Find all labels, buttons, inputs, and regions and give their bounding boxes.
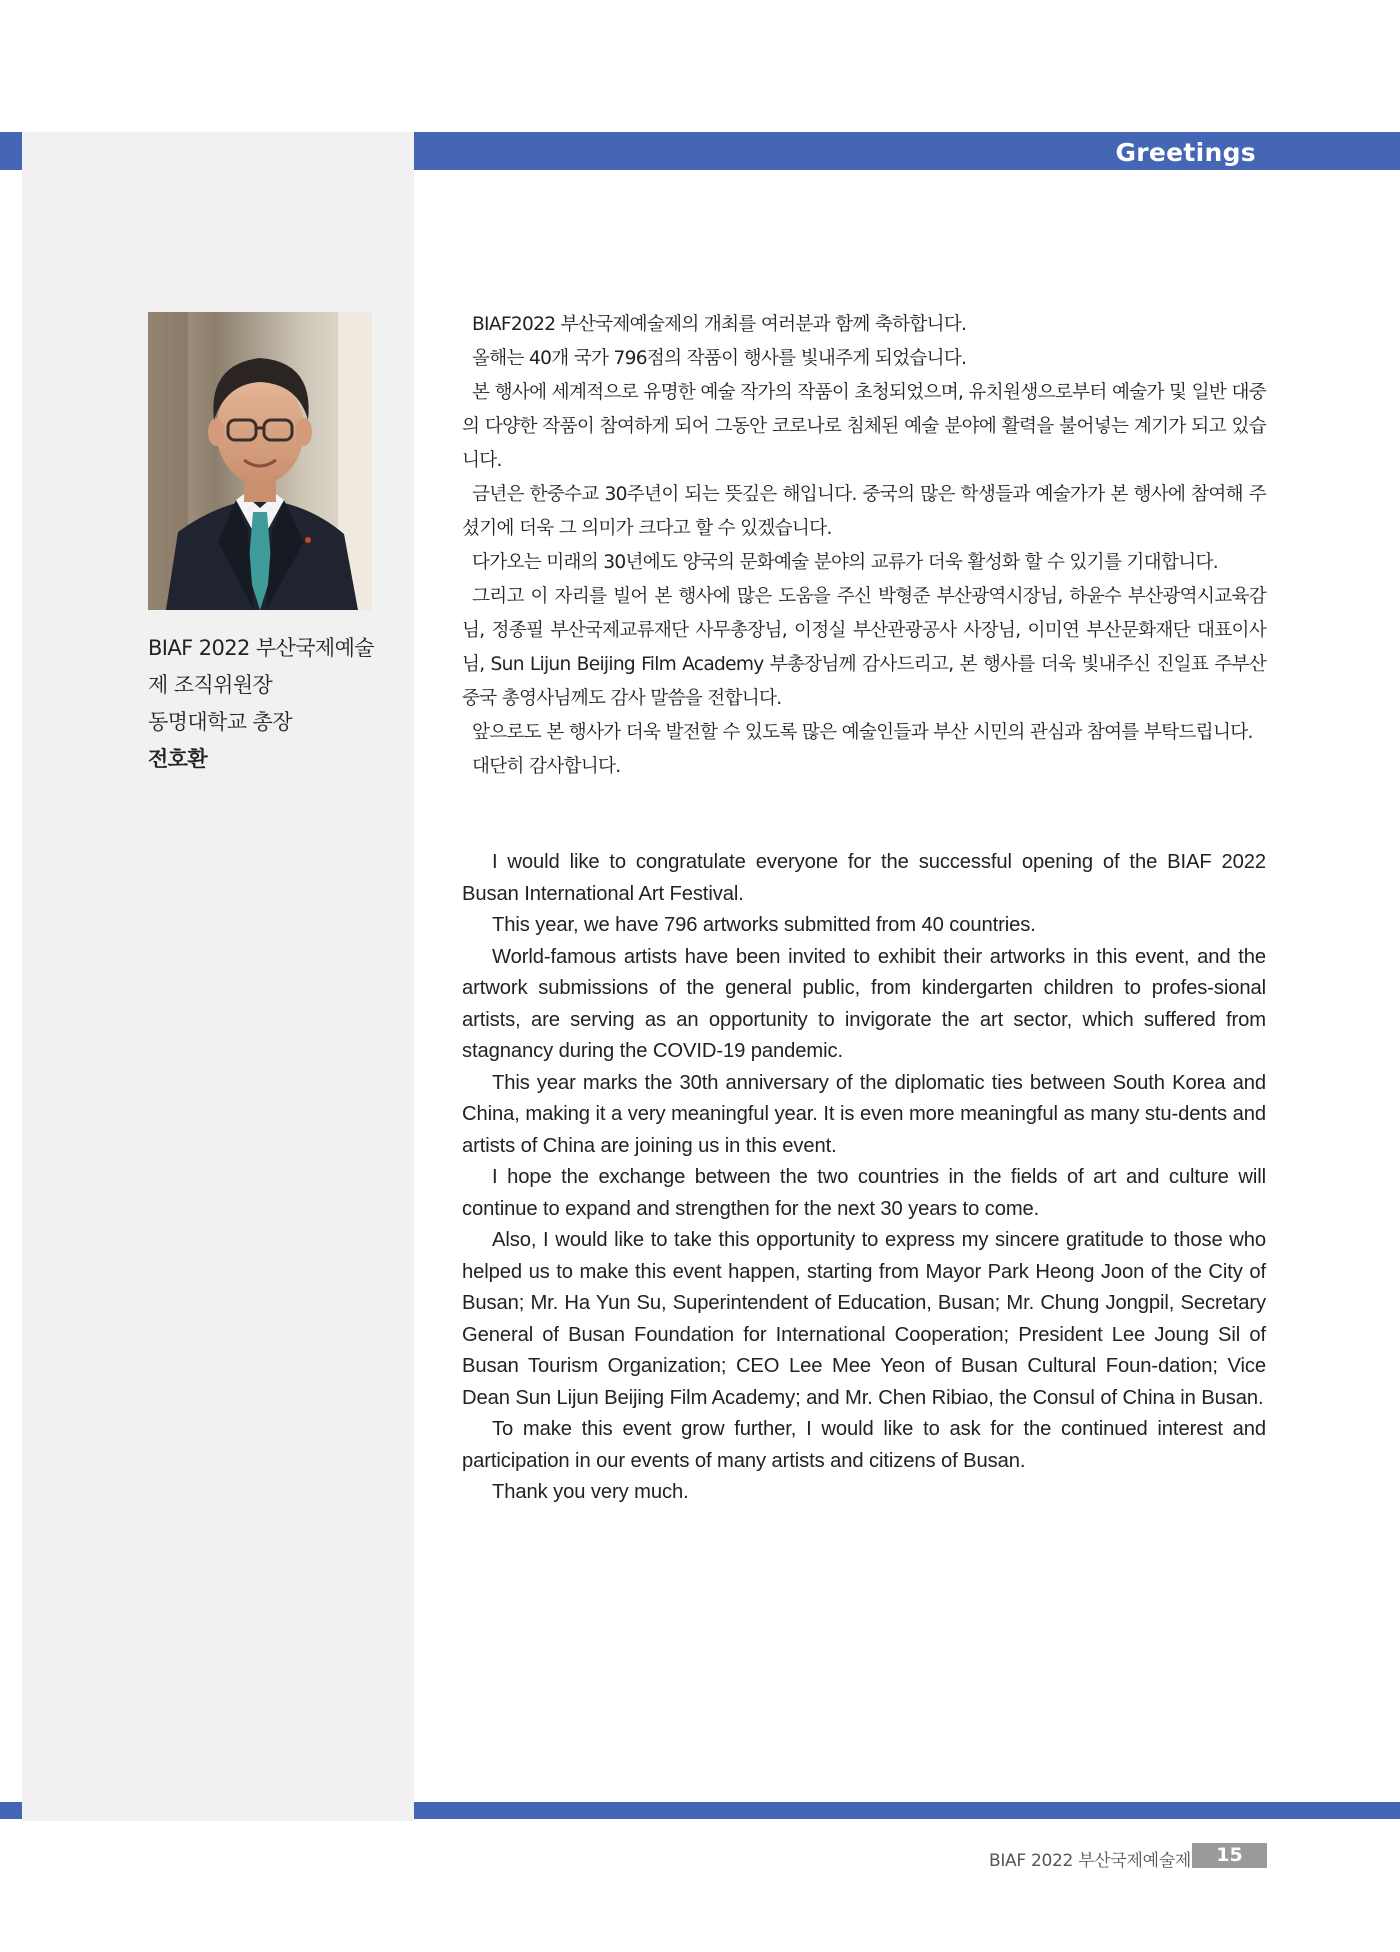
- korean-paragraph: 본 행사에 세계적으로 유명한 예술 작가의 작품이 초청되었으며, 유치원생으로부터 예술가 및 일반 대중의 다양한 작품이 참여하게 되어 그동안 코로나로 침체된 예술 분야에 활력을 불어넣는 계기가 되고 있습니다.: [462, 382, 1266, 471]
- footer-bar: [414, 1802, 1400, 1819]
- korean-paragraph: 앞으로도 본 행사가 더욱 발전할 수 있도록 많은 예술인들과 부산 시민의 관심과 참여를 부탁드립니다.: [472, 722, 1253, 743]
- korean-greeting: [462, 308, 1266, 784]
- korean-paragraph: BIAF2022 부산국제예술제의 개최를 여러분과 함께 축하합니다.: [472, 314, 967, 335]
- person-info: [148, 630, 388, 778]
- korean-paragraph: 대단히 감사합니다.: [472, 756, 621, 777]
- korean-paragraph: 금년은 한중수교 30주년이 되는 뜻깊은 해입니다. 중국의 많은 학생들과 예술가가 본 행사에 참여해 주셨기에 더욱 그 의미가 크다고 할 수 있겠습니다.: [462, 484, 1266, 539]
- portrait-icon: [148, 312, 372, 610]
- english-paragraph: I hope the exchange between the two countries in the fields of art and culture will continue to expand and strengthen for the next 30 years to come.: [462, 1166, 1266, 1220]
- affiliation-line: 제 조직위원장: [148, 673, 273, 697]
- english-paragraph: This year, we have 796 artworks submitted from 40 countries.: [492, 914, 1036, 936]
- english-paragraph: Thank you very much.: [492, 1481, 689, 1503]
- page-number: 15: [1192, 1843, 1267, 1868]
- korean-paragraph: 올해는 40개 국가 796점의 작품이 행사를 빛내주게 되었습니다.: [472, 348, 967, 369]
- english-paragraph: This year marks the 30th anniversary of the diplomatic ties between South Korea and China, making it a very meaningful year. It is even more meaningful as many stu-dents and artists of China are joining us in this event.: [462, 1071, 1266, 1157]
- korean-paragraph: 그리고 이 자리를 빌어 본 행사에 많은 도움을 주신 박형준 부산광역시장님, 하윤수 부산광역시교육감님, 정종필 부산국제교류재단 사무총장님, 이정실 부산관광공사 사장님, 이미연 부산문화재단 대표이사님, Sun Lijun Beijing Film Academy 부총장님께 감사드리고, 본 행사를 더욱 빛내주신 진일표 주부산 중국 총영사님께도 감사 말씀을 전합니다.: [462, 586, 1266, 709]
- english-paragraph: To make this event grow further, I would like to ask for the continued interest and participation in our events of many artists and citizens of Busan.: [462, 1418, 1266, 1472]
- person-name: 전호환: [148, 747, 208, 771]
- page-title: Greetings: [1115, 138, 1256, 167]
- top-left-accent-bar: [0, 132, 22, 170]
- portrait-photo: [148, 312, 372, 610]
- english-greeting: [462, 847, 1266, 1509]
- english-paragraph: I would like to congratulate everyone for the successful opening of the BIAF 2022 Busan International Art Festival.: [462, 851, 1266, 905]
- affiliation-line: 동명대학교 총장: [148, 710, 292, 734]
- english-paragraph: Also, I would like to take this opportunity to express my sincere gratitude to those who helped us to make this event happen, starting from Mayor Park Heong Joon of the City of Busan; Mr. Ha Yun Su, Superintendent of Education, Busan; Mr. Chung Jongpil, Secretary General of Busan Foundation for International Cooperation; President Lee Joung Sil of Busan Tourism Organization; CEO Lee Mee Yeon of Busan Cultural Foun-dation; Vice Dean Sun Lijun Beijing Film Academy; and Mr. Chen Ribiao, the Consul of China in Busan.: [462, 1229, 1266, 1409]
- affiliation-line: BIAF 2022 부산국제예술: [148, 636, 374, 660]
- english-paragraph: World-famous artists have been invited to exhibit their artworks in this event, and the artwork submissions of the general public, from kindergarten children to profes-sional artists, are serving as an opportunity to invigorate the art sector, which suffered from stagnancy during the COVID-19 pandemic.: [462, 945, 1266, 1062]
- footer-publication: BIAF 2022 부산국제예술제: [988, 1851, 1191, 1871]
- korean-paragraph: 다가오는 미래의 30년에도 양국의 문화예술 분야의 교류가 더욱 활성화 할 수 있기를 기대합니다.: [472, 552, 1218, 573]
- bottom-left-accent-bar: [0, 1802, 22, 1819]
